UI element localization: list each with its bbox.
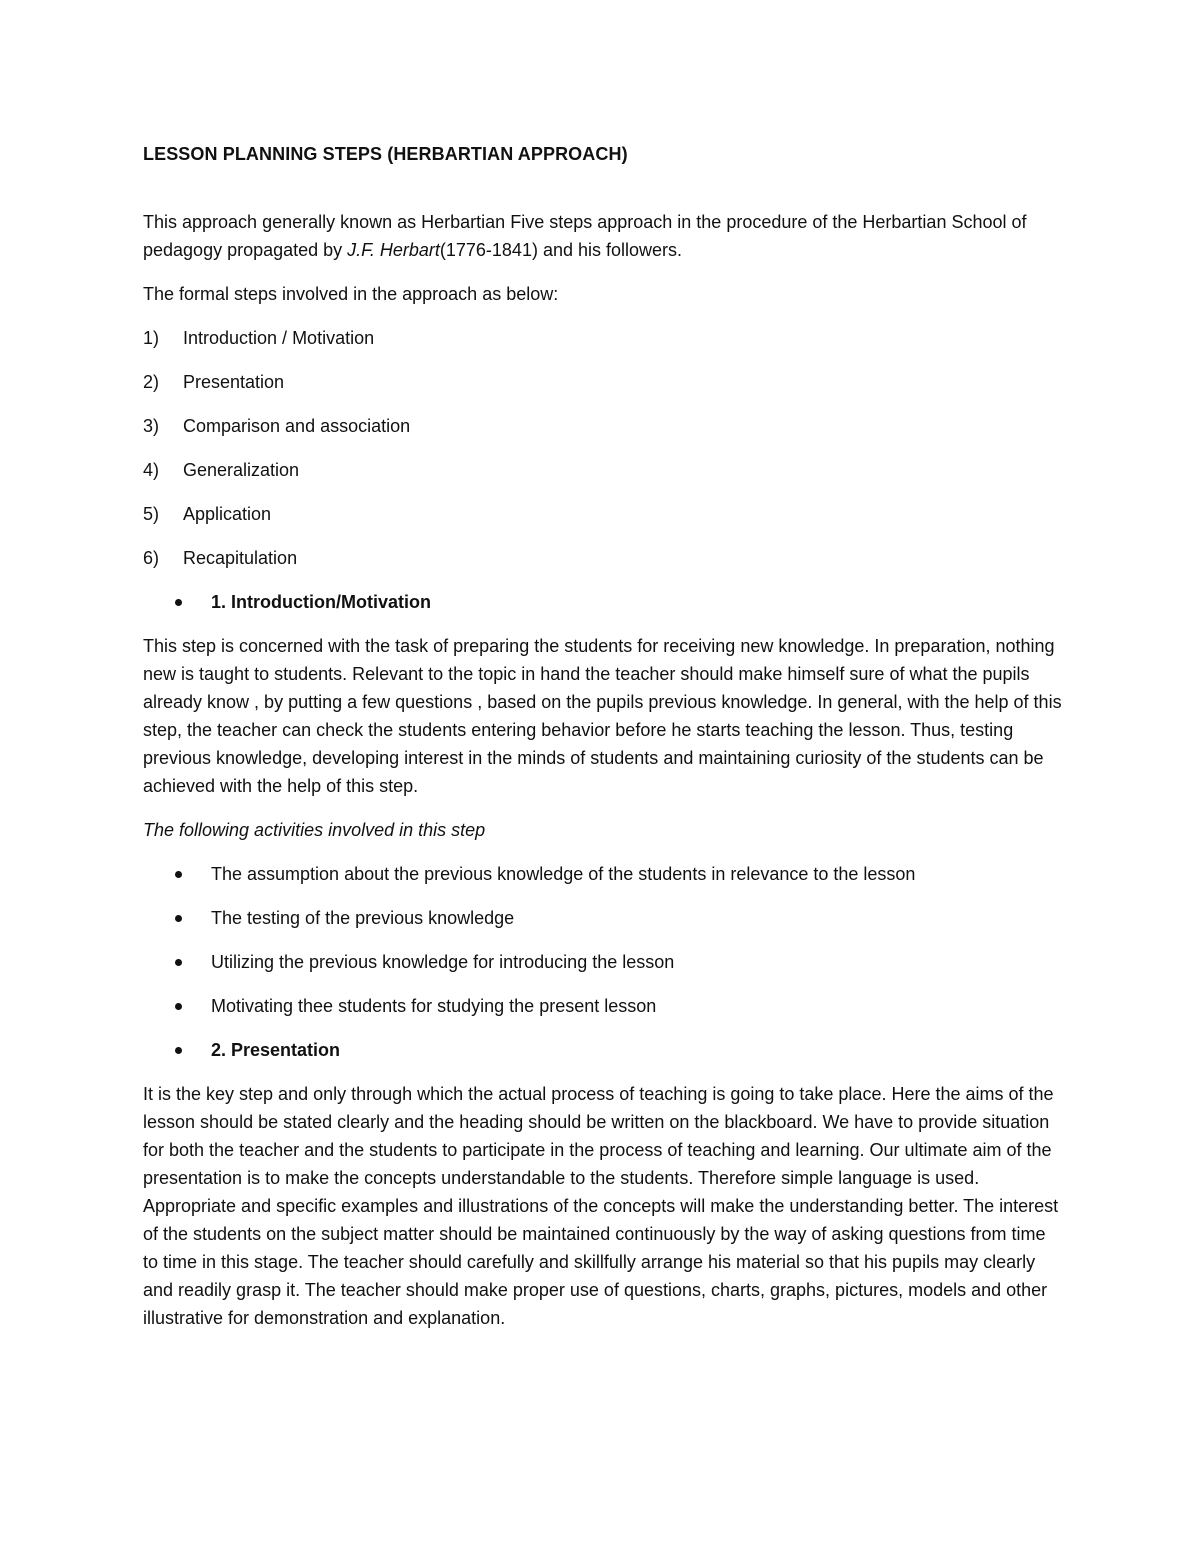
section-2-heading-text: 2. Presentation	[211, 1040, 341, 1060]
bullet-icon	[143, 904, 211, 932]
section-1-body: This step is concerned with the task of preparing the students for receiving new knowledge. In preparation, nothing new is taught to students. Relevant to the topic in hand the teacher should make himself sure of what the pupils already know , by putting a few questions , based on the pupils previous knowledge. In general, with the help of this step, the teacher can check the students entering behavior before he starts teaching the lesson. Thus, testing previous knowledge, developing interest in the minds of students and maintaining curiosity of the students can be achieved with the help of this step.	[143, 636, 1062, 796]
activities-list	[143, 860, 1063, 1064]
intro-text-before: This approach generally known as Herbartian Five steps approach in the procedure of the Herbartian School of pedagogy propagated by	[143, 212, 1027, 260]
step-item	[143, 544, 1063, 572]
step-number: 3)	[143, 416, 160, 436]
activity-item	[143, 948, 1063, 976]
bullet-icon	[143, 992, 211, 1020]
intro-paragraph	[143, 208, 1063, 264]
activity-text: Motivating thee students for studying the present lesson	[211, 996, 657, 1016]
step-number: 2)	[143, 372, 160, 392]
section-1-heading-text: 1. Introduction/Motivation	[211, 592, 431, 612]
step-item	[143, 412, 1063, 440]
bullet-icon	[143, 860, 211, 888]
step-item	[143, 324, 1063, 352]
step-item	[143, 456, 1063, 484]
step-label: Presentation	[183, 372, 285, 392]
activities-label: The following activities involved in this step	[143, 820, 486, 840]
section-2-heading	[143, 1036, 1063, 1064]
activity-text: Utilizing the previous knowledge for introducing the lesson	[211, 952, 675, 972]
bullet-icon	[143, 948, 211, 976]
intro-text-after: (1776-1841) and his followers.	[439, 240, 683, 260]
section-1-heading	[143, 588, 1063, 616]
step-number: 4)	[143, 460, 160, 480]
formal-steps-intro: The formal steps involved in the approach as below:	[143, 284, 559, 304]
bullet-icon	[143, 588, 211, 616]
bullet-icon	[143, 1036, 211, 1064]
step-item	[143, 368, 1063, 396]
step-number: 1)	[143, 328, 160, 348]
activity-text: The testing of the previous knowledge	[211, 908, 515, 928]
activity-item	[143, 860, 1063, 888]
activity-text: The assumption about the previous knowledge of the students in relevance to the lesson	[211, 864, 916, 884]
activity-item	[143, 992, 1063, 1020]
section-1-heading-list	[143, 588, 1063, 616]
author-name: J.F. Herbart	[347, 240, 440, 260]
step-number: 5)	[143, 504, 160, 524]
steps-list	[143, 324, 1063, 572]
section-2-body: It is the key step and only through which the actual process of teaching is going to take place. Here the aims of the lesson should be stated clearly and the heading should be written on the blackboard. We have to provide situation for both the teacher and the students to participate in the process of teaching and learning. Our ultimate aim of the presentation is to make the concepts understandable to the students. Therefore simple language is used. Appropriate and specific examples and illustrations of the concepts will make the understanding better. The interest of the students on the subject matter should be maintained continuously by the way of asking questions from time to time in this stage. The teacher should carefully and skillfully arrange his material so that his pupils may clearly and readily grasp it. The teacher should make proper use of questions, charts, graphs, pictures, models and other illustrative for demonstration and explanation.	[143, 1084, 1059, 1328]
step-label: Generalization	[183, 460, 300, 480]
document-title: LESSON PLANNING STEPS (HERBARTIAN APPROACH)	[143, 144, 628, 164]
step-label: Introduction / Motivation	[183, 328, 375, 348]
step-number: 6)	[143, 548, 160, 568]
step-label: Recapitulation	[183, 548, 298, 568]
step-item	[143, 500, 1063, 528]
activity-item	[143, 904, 1063, 932]
step-label: Application	[183, 504, 272, 524]
document-page	[143, 140, 1063, 1346]
step-label: Comparison and association	[183, 416, 411, 436]
